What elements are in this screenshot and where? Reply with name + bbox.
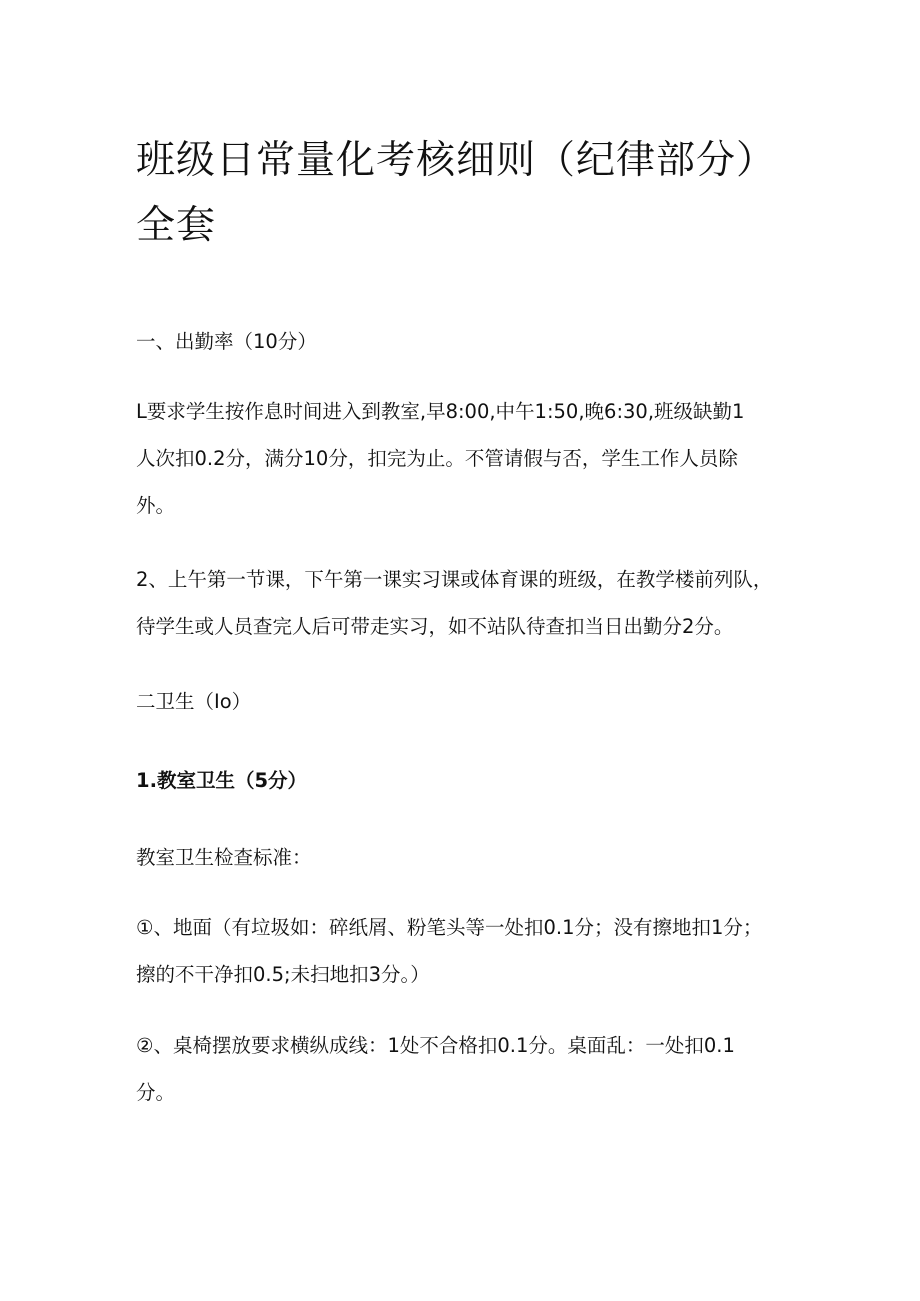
text-line: 教室卫生检查标准：: [136, 846, 312, 869]
paragraph-floor-rule: [136, 904, 816, 998]
title-line-2: 全套: [136, 203, 217, 248]
text-line: 擦的不干净扣0.5;未扫地扣3分。）: [136, 963, 430, 986]
paragraph-attendance-rule-2: [136, 556, 816, 650]
text-line: 待学生或人员查完人后可带走实习，如不站队待查扣当日出勤分2分。: [136, 615, 734, 638]
text-line: 1.教室卫生（5分）: [136, 769, 308, 792]
text-line: 一、出勤率（10分）: [136, 330, 317, 353]
paragraph-attendance-rule-1: [136, 388, 816, 529]
document-title: [136, 128, 826, 258]
text-line: 2、上午第一节课，下午第一课实习课或体育课的班级，在教学楼前列队，: [136, 568, 773, 591]
paragraph-hygiene-standard: [136, 834, 816, 881]
section-heading-hygiene: [136, 678, 816, 725]
text-line: 人次扣0.2分，满分10分，扣完为止。不管请假与否，学生工作人员除: [136, 447, 738, 470]
section-heading-attendance: [136, 318, 816, 365]
text-line: ②、桌椅摆放要求横纵成线：1处不合格扣0.1分。桌面乱：一处扣0.1: [136, 1034, 735, 1057]
title-line-1: 班级日常量化考核细则（纪律部分）: [136, 138, 777, 183]
text-line: 外。: [136, 494, 176, 517]
text-line: 分。: [136, 1081, 176, 1104]
subsection-heading-classroom-hygiene: [136, 757, 816, 804]
text-line: ①、地面（有垃圾如：碎纸屑、粉笔头等一处扣0.1分；没有擦地扣1分；: [136, 916, 763, 939]
paragraph-desk-rule: [136, 1022, 816, 1116]
text-line: L要求学生按作息时间进入到教室,早8:00,中午1:50,晚6:30,班级缺勤1: [136, 400, 745, 423]
text-line: 二卫生（Io）: [136, 690, 252, 713]
